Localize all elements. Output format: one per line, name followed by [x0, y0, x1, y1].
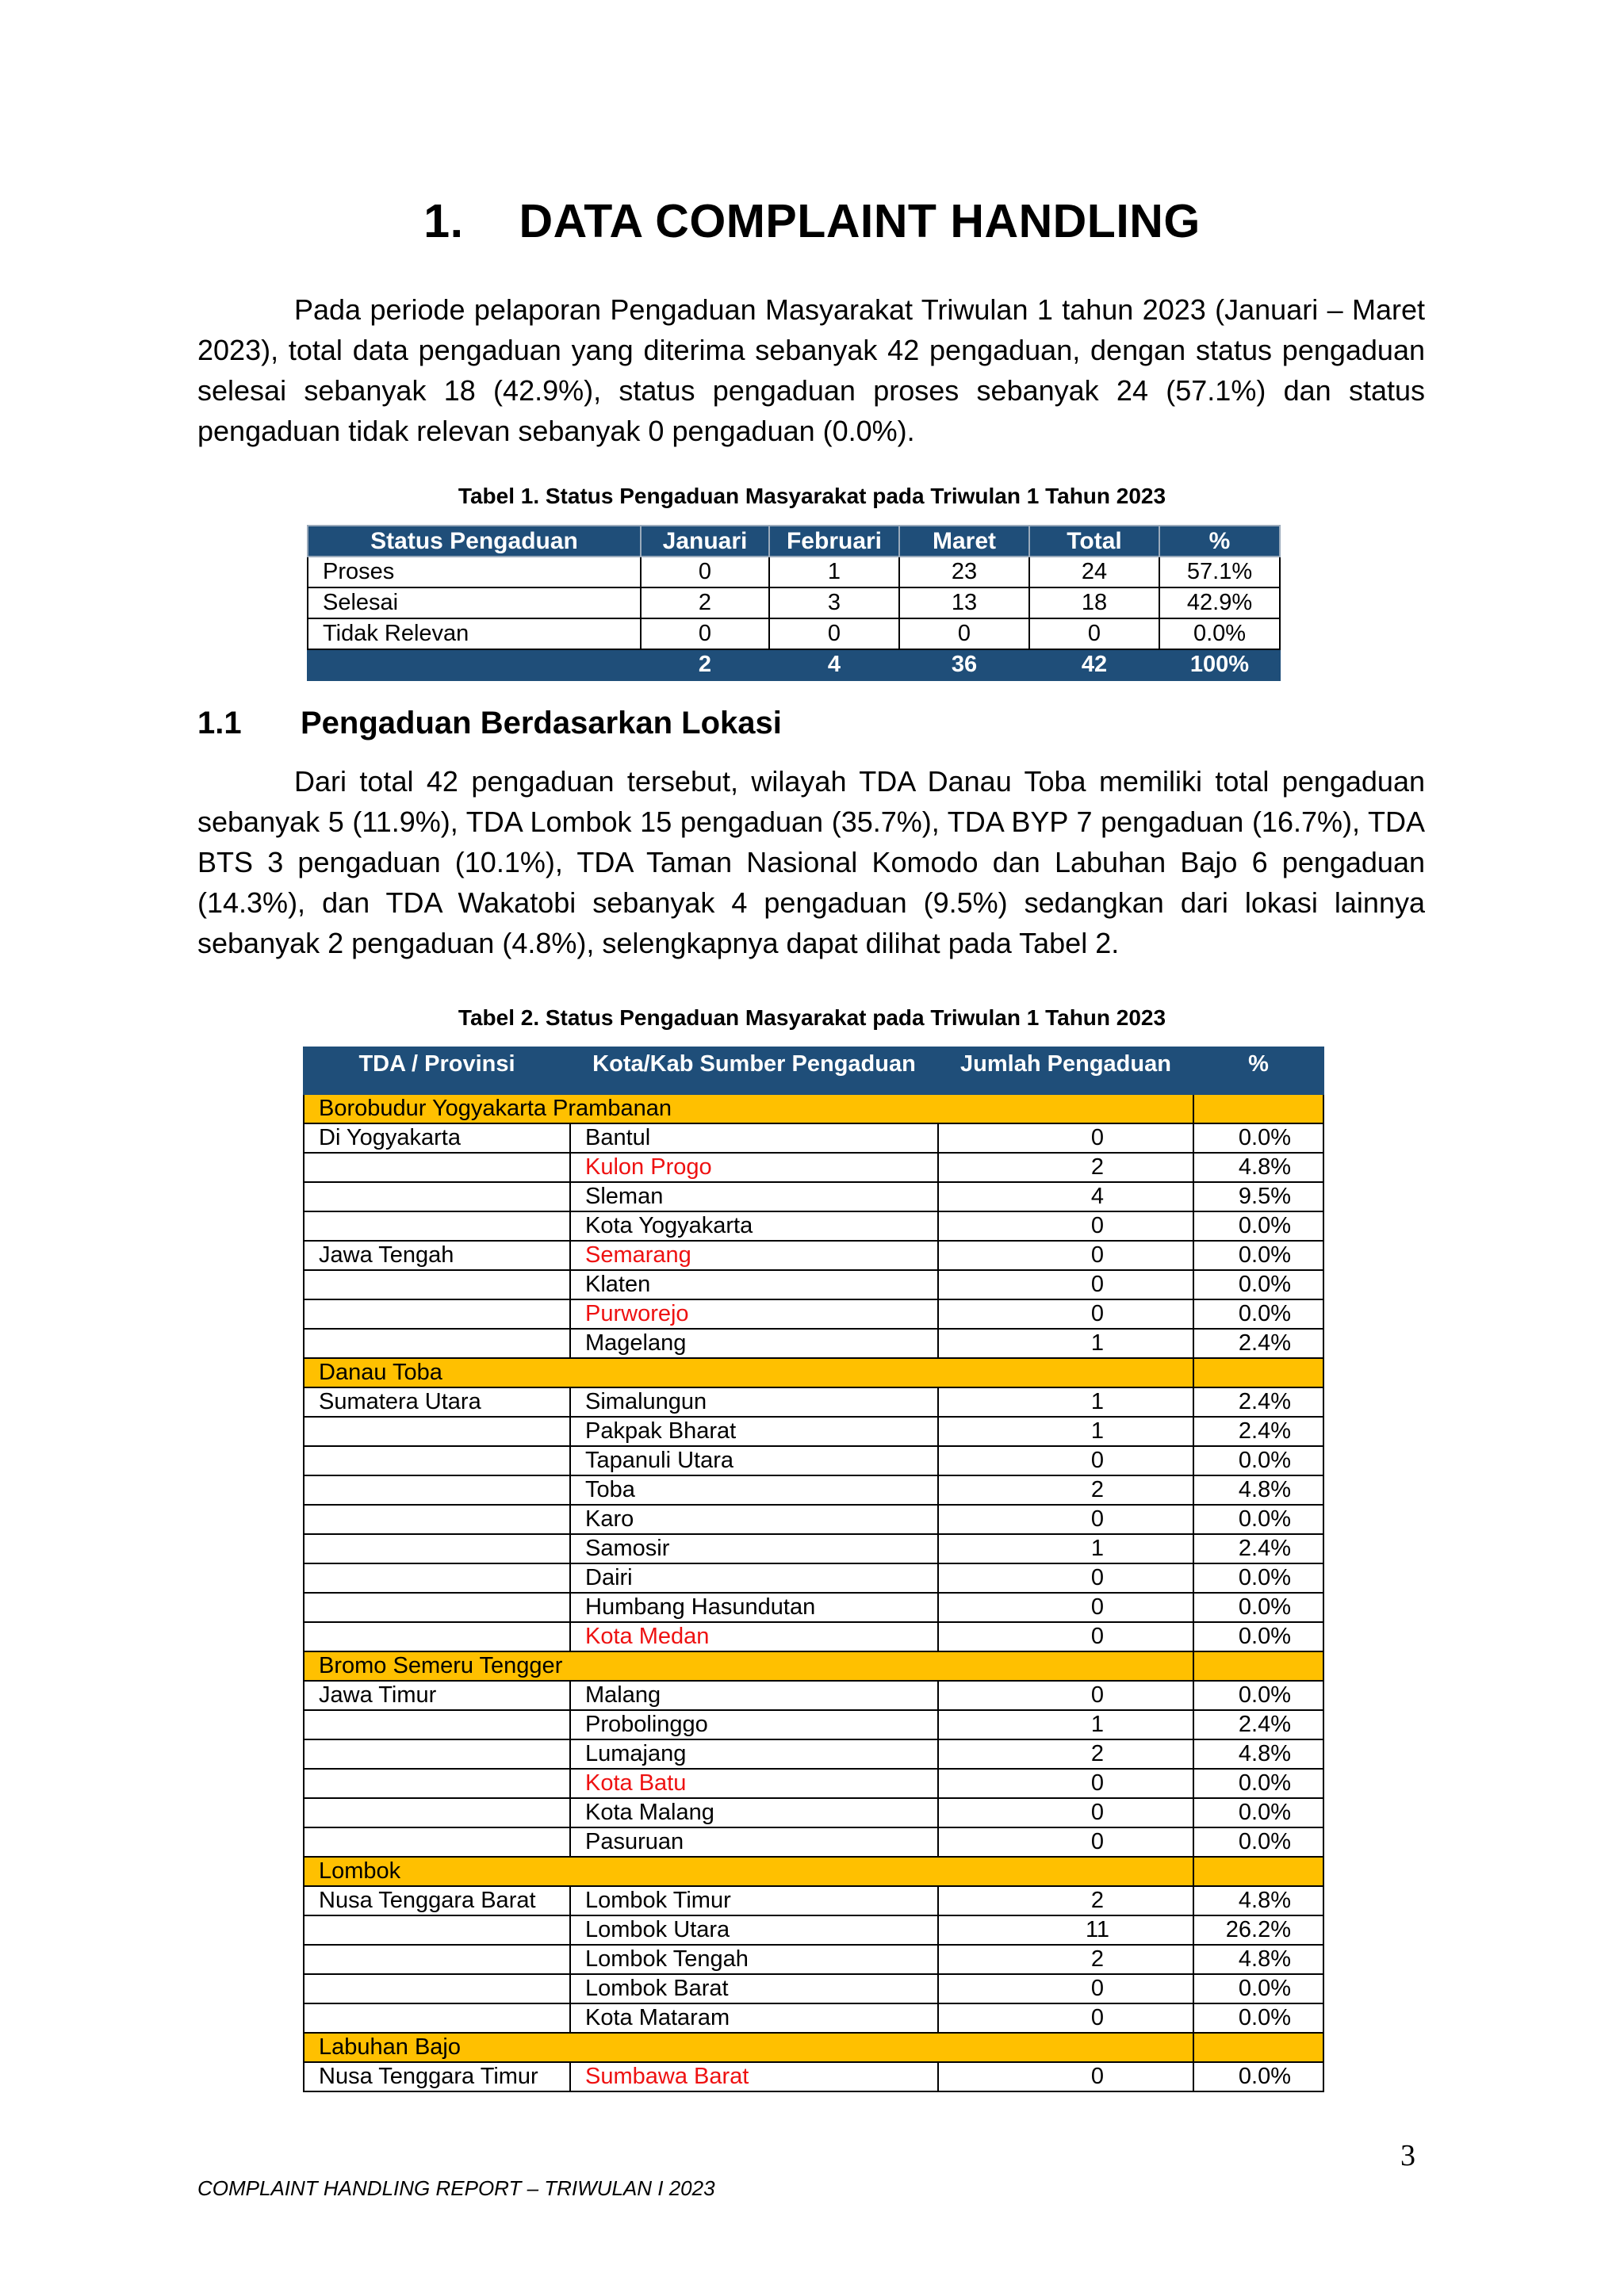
city-cell: Sleman	[570, 1182, 938, 1211]
city-cell: Probolinggo	[570, 1710, 938, 1739]
percent-cell: 0.0%	[1193, 1211, 1323, 1241]
city-cell: Malang	[570, 1681, 938, 1710]
page-number: 3	[1400, 2139, 1415, 2172]
table-row	[304, 1182, 1323, 1211]
percent-cell: 4.8%	[1193, 1739, 1323, 1769]
table-row	[304, 1534, 1323, 1563]
percent-cell: 0.0%	[1193, 1299, 1323, 1329]
tda-group-spacer	[1193, 1358, 1323, 1387]
table1-header-cell: Status Pengaduan	[308, 526, 641, 557]
percent-cell: 0.0%	[1193, 1123, 1323, 1153]
province-cell	[304, 1299, 570, 1329]
table-row	[304, 1270, 1323, 1299]
table-row	[308, 587, 1280, 618]
table-row	[304, 1827, 1323, 1857]
province-cell	[304, 1622, 570, 1651]
count-cell: 1	[938, 1710, 1193, 1739]
count-cell: 2	[938, 1475, 1193, 1505]
table-row	[304, 1299, 1323, 1329]
percent-cell: 4.8%	[1193, 1886, 1323, 1915]
tda-group-row	[304, 2033, 1323, 2062]
city-cell: Samosir	[570, 1534, 938, 1563]
status-value-cell: 0	[899, 618, 1029, 649]
table1-header-cell: Total	[1029, 526, 1159, 557]
percent-cell: 9.5%	[1193, 1182, 1323, 1211]
table2-header-cell: TDA / Provinsi	[304, 1047, 570, 1094]
count-cell: 1	[938, 1534, 1193, 1563]
status-value-cell: 23	[899, 557, 1029, 587]
count-cell: 0	[938, 2003, 1193, 2033]
table-row	[304, 1886, 1323, 1915]
city-cell: Lumajang	[570, 1739, 938, 1769]
status-value-cell: 0	[769, 618, 899, 649]
tda-group-name: Bromo Semeru Tengger	[304, 1651, 1193, 1681]
table-row	[304, 1417, 1323, 1446]
percent-cell: 0.0%	[1193, 1769, 1323, 1798]
table-row	[308, 557, 1280, 587]
percent-cell: 2.4%	[1193, 1534, 1323, 1563]
status-value-cell: 0	[641, 557, 769, 587]
section-title: Pengaduan Berdasarkan Lokasi	[301, 706, 782, 740]
province-cell	[304, 1182, 570, 1211]
count-cell: 2	[938, 1886, 1193, 1915]
total-cell: 4	[769, 649, 899, 680]
table1-header-cell: %	[1159, 526, 1280, 557]
city-cell: Simalungun	[570, 1387, 938, 1417]
city-cell: Pakpak Bharat	[570, 1417, 938, 1446]
page-title-number: 1.	[423, 195, 464, 247]
province-cell	[304, 1769, 570, 1798]
province-cell	[304, 1211, 570, 1241]
intro-paragraph-text: Pada periode pelaporan Pengaduan Masyarakat Triwulan 1 tahun 2023 (Januari – Maret 2023), total data pengaduan yang diterima sebanyak 42 pengaduan, dengan status pengaduan selesai sebanyak 18 (42.9%), status pengaduan proses sebanyak 24 (57.1%) dan status pengaduan tidak relevan sebanyak 0 pengaduan (0.0%).	[197, 293, 1425, 447]
city-cell: Kota Malang	[570, 1798, 938, 1827]
count-cell: 0	[938, 1622, 1193, 1651]
status-value-cell: 2	[641, 587, 769, 618]
tda-group-spacer	[1193, 1094, 1323, 1123]
count-cell: 11	[938, 1915, 1193, 1945]
count-cell: 0	[938, 2062, 1193, 2091]
location-table	[303, 1047, 1324, 2092]
table-row	[304, 1329, 1323, 1358]
province-cell	[304, 1974, 570, 2003]
city-cell: Kota Batu	[570, 1769, 938, 1798]
count-cell: 0	[938, 1827, 1193, 1857]
province-cell	[304, 1739, 570, 1769]
province-cell: Sumatera Utara	[304, 1387, 570, 1417]
total-cell: 42	[1029, 649, 1159, 680]
count-cell: 0	[938, 1446, 1193, 1475]
province-cell	[304, 1505, 570, 1534]
status-value-cell: 3	[769, 587, 899, 618]
total-row	[308, 649, 1280, 680]
province-cell	[304, 1329, 570, 1358]
count-cell: 0	[938, 1211, 1193, 1241]
province-cell: Jawa Timur	[304, 1681, 570, 1710]
status-label-cell: Tidak Relevan	[308, 618, 641, 649]
province-cell	[304, 1475, 570, 1505]
table-row	[304, 1475, 1323, 1505]
city-cell: Lombok Tengah	[570, 1945, 938, 1974]
province-cell	[304, 1446, 570, 1475]
percent-cell: 0.0%	[1193, 1622, 1323, 1651]
city-cell: Purworejo	[570, 1299, 938, 1329]
table1-header-cell: Januari	[641, 526, 769, 557]
status-label-cell: Proses	[308, 557, 641, 587]
percent-cell: 26.2%	[1193, 1915, 1323, 1945]
province-cell	[304, 1417, 570, 1446]
percent-cell: 0.0%	[1193, 1241, 1323, 1270]
count-cell: 0	[938, 1123, 1193, 1153]
status-value-cell: 42.9%	[1159, 587, 1280, 618]
table-row	[304, 1211, 1323, 1241]
percent-cell: 2.4%	[1193, 1417, 1323, 1446]
count-cell: 0	[938, 1299, 1193, 1329]
percent-cell: 2.4%	[1193, 1387, 1323, 1417]
count-cell: 0	[938, 1241, 1193, 1270]
percent-cell: 0.0%	[1193, 1827, 1323, 1857]
percent-cell: 0.0%	[1193, 1974, 1323, 2003]
city-cell: Lombok Barat	[570, 1974, 938, 2003]
tda-group-row	[304, 1857, 1323, 1886]
table-row	[304, 1974, 1323, 2003]
count-cell: 1	[938, 1329, 1193, 1358]
status-value-cell: 1	[769, 557, 899, 587]
table-row	[304, 1915, 1323, 1945]
table-row	[304, 1505, 1323, 1534]
count-cell: 0	[938, 1593, 1193, 1622]
table2-header-cell: %	[1193, 1047, 1323, 1094]
province-cell: Jawa Tengah	[304, 1241, 570, 1270]
status-value-cell: 0.0%	[1159, 618, 1280, 649]
city-cell: Klaten	[570, 1270, 938, 1299]
province-cell	[304, 1945, 570, 1974]
table-row	[304, 1798, 1323, 1827]
tda-group-spacer	[1193, 1857, 1323, 1886]
tda-group-spacer	[1193, 1651, 1323, 1681]
table-row	[304, 1153, 1323, 1182]
city-cell: Magelang	[570, 1329, 938, 1358]
table-row	[308, 618, 1280, 649]
table1-header-cell: Februari	[769, 526, 899, 557]
status-value-cell: 18	[1029, 587, 1159, 618]
percent-cell: 2.4%	[1193, 1329, 1323, 1358]
city-cell: Bantul	[570, 1123, 938, 1153]
tda-group-name: Labuhan Bajo	[304, 2033, 1193, 2062]
city-cell: Lombok Timur	[570, 1886, 938, 1915]
table-row	[304, 1123, 1323, 1153]
table2-header-cell: Kota/Kab Sumber Pengaduan	[570, 1047, 938, 1094]
total-cell: 36	[899, 649, 1029, 680]
location-paragraph	[197, 761, 1425, 963]
province-cell	[304, 1915, 570, 1945]
city-cell: Kota Yogyakarta	[570, 1211, 938, 1241]
status-label-cell: Selesai	[308, 587, 641, 618]
location-paragraph-text: Dari total 42 pengaduan tersebut, wilayah TDA Danau Toba memiliki total pengaduan sebanyak 5 (11.9%), TDA Lombok 15 pengaduan (35.7%), TDA BYP 7 pengaduan (16.7%), TDA BTS 3 pengaduan (10.1%), TDA Taman Nasional Komodo dan Labuhan Bajo 6 pengaduan (14.3%), dan TDA Wakatobi sebanyak 4 pengaduan (9.5%) sedangkan dari lokasi lainnya sebanyak 2 pengaduan (4.8%), selengkapnya dapat dilihat pada Tabel 2.	[197, 765, 1425, 959]
province-cell	[304, 1593, 570, 1622]
percent-cell: 0.0%	[1193, 1798, 1323, 1827]
status-table	[307, 525, 1281, 681]
table-row	[304, 1593, 1323, 1622]
count-cell: 0	[938, 1798, 1193, 1827]
tda-group-row	[304, 1094, 1323, 1123]
city-cell: Lombok Utara	[570, 1915, 938, 1945]
table-row	[304, 2003, 1323, 2033]
city-cell: Dairi	[570, 1563, 938, 1593]
province-cell	[304, 1710, 570, 1739]
province-cell	[304, 1270, 570, 1299]
percent-cell: 4.8%	[1193, 1153, 1323, 1182]
total-cell: 100%	[1159, 649, 1280, 680]
table2-caption: Tabel 2. Status Pengaduan Masyarakat pada Triwulan 1 Tahun 2023	[458, 1005, 1166, 1030]
province-cell: Di Yogyakarta	[304, 1123, 570, 1153]
percent-cell: 0.0%	[1193, 1593, 1323, 1622]
province-cell	[304, 2003, 570, 2033]
status-value-cell: 0	[641, 618, 769, 649]
table-row	[304, 2062, 1323, 2091]
section-number: 1.1	[197, 706, 242, 740]
table-row	[304, 1739, 1323, 1769]
city-cell: Pasuruan	[570, 1827, 938, 1857]
percent-cell: 0.0%	[1193, 1563, 1323, 1593]
province-cell: Nusa Tenggara Timur	[304, 2062, 570, 2091]
table-row	[304, 1387, 1323, 1417]
percent-cell: 2.4%	[1193, 1710, 1323, 1739]
city-cell: Tapanuli Utara	[570, 1446, 938, 1475]
count-cell: 0	[938, 1505, 1193, 1534]
total-cell	[308, 649, 641, 680]
city-cell: Kota Mataram	[570, 2003, 938, 2033]
total-cell: 2	[641, 649, 769, 680]
province-cell	[304, 1563, 570, 1593]
table-row	[304, 1563, 1323, 1593]
page-title	[0, 194, 1624, 248]
percent-cell: 0.0%	[1193, 1681, 1323, 1710]
tda-group-row	[304, 1651, 1323, 1681]
table2-header-cell: Jumlah Pengaduan	[938, 1047, 1193, 1094]
table-row	[304, 1241, 1323, 1270]
status-value-cell: 57.1%	[1159, 557, 1280, 587]
province-cell	[304, 1827, 570, 1857]
status-value-cell: 0	[1029, 618, 1159, 649]
count-cell: 0	[938, 1681, 1193, 1710]
city-cell: Kota Medan	[570, 1622, 938, 1651]
percent-cell: 0.0%	[1193, 1446, 1323, 1475]
count-cell: 2	[938, 1153, 1193, 1182]
city-cell: Humbang Hasundutan	[570, 1593, 938, 1622]
count-cell: 1	[938, 1387, 1193, 1417]
count-cell: 2	[938, 1739, 1193, 1769]
city-cell: Sumbawa Barat	[570, 2062, 938, 2091]
city-cell: Toba	[570, 1475, 938, 1505]
percent-cell: 0.0%	[1193, 2003, 1323, 2033]
table1-header-cell: Maret	[899, 526, 1029, 557]
tda-group-name: Lombok	[304, 1857, 1193, 1886]
percent-cell: 4.8%	[1193, 1945, 1323, 1974]
table-row	[304, 1622, 1323, 1651]
count-cell: 0	[938, 1769, 1193, 1798]
count-cell: 4	[938, 1182, 1193, 1211]
percent-cell: 0.0%	[1193, 1505, 1323, 1534]
table-row	[304, 1681, 1323, 1710]
count-cell: 0	[938, 1563, 1193, 1593]
tda-group-name: Borobudur Yogyakarta Prambanan	[304, 1094, 1193, 1123]
section-heading	[197, 706, 782, 741]
tda-group-row	[304, 1358, 1323, 1387]
percent-cell: 0.0%	[1193, 1270, 1323, 1299]
tda-group-name: Danau Toba	[304, 1358, 1193, 1387]
table-row	[304, 1710, 1323, 1739]
percent-cell: 4.8%	[1193, 1475, 1323, 1505]
table-row	[304, 1446, 1323, 1475]
page-title-text: DATA COMPLAINT HANDLING	[519, 195, 1201, 247]
page-footer: COMPLAINT HANDLING REPORT – TRIWULAN I 2023	[197, 2176, 715, 2200]
province-cell	[304, 1534, 570, 1563]
province-cell: Nusa Tenggara Barat	[304, 1886, 570, 1915]
tda-group-spacer	[1193, 2033, 1323, 2062]
status-value-cell: 24	[1029, 557, 1159, 587]
city-cell: Karo	[570, 1505, 938, 1534]
table1-caption: Tabel 1. Status Pengaduan Masyarakat pada Triwulan 1 Tahun 2023	[458, 484, 1166, 508]
percent-cell: 0.0%	[1193, 2062, 1323, 2091]
table-row	[304, 1769, 1323, 1798]
province-cell	[304, 1153, 570, 1182]
intro-paragraph	[197, 289, 1425, 451]
table-row	[304, 1945, 1323, 1974]
count-cell: 2	[938, 1945, 1193, 1974]
province-cell	[304, 1798, 570, 1827]
count-cell: 0	[938, 1974, 1193, 2003]
city-cell: Semarang	[570, 1241, 938, 1270]
count-cell: 0	[938, 1270, 1193, 1299]
count-cell: 1	[938, 1417, 1193, 1446]
status-value-cell: 13	[899, 587, 1029, 618]
city-cell: Kulon Progo	[570, 1153, 938, 1182]
